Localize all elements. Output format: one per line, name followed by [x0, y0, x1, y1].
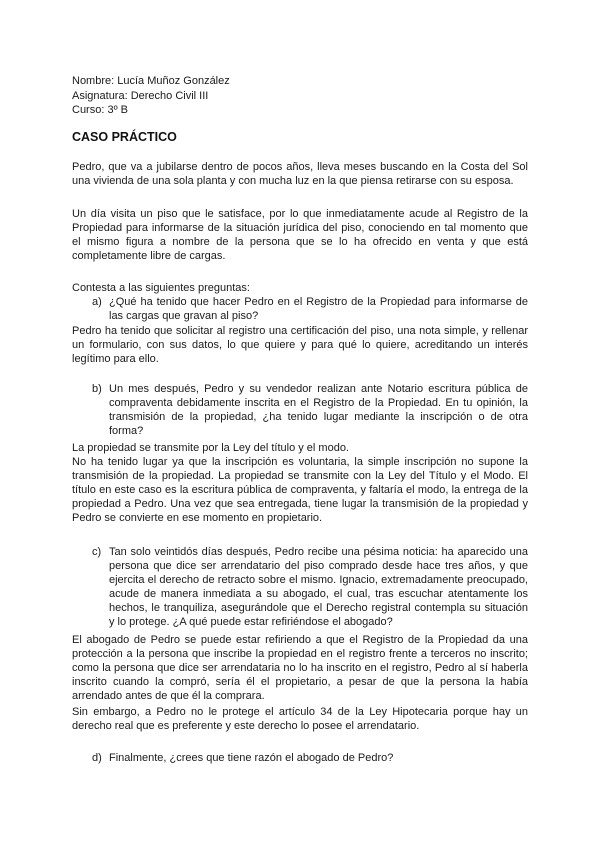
question-c-text: Tan solo veintidós días después, Pedro recibe una pésima noticia: ha aparecido una persona que dice ser arrendatario del piso comprado desde hace tres años, y que ejercita el derecho de retracto sobre el mismo. Ignacio, extremadamente preocupado, acude de manera inmediata a su abogado, el cual, tras escuchar atentamente los hechos, le tranquiliza, asegurándole que el Derecho registral contempla su situación y lo protege. ¿A qué puede estar refiriéndose el abogado? [109, 546, 528, 628]
question-b-letter: b) [92, 383, 102, 395]
question-c-letter: c) [92, 546, 102, 558]
answer-b-line-1: La propiedad se transmite por la Ley del título y el modo. [72, 442, 349, 454]
question-d [92, 751, 528, 765]
question-a [92, 295, 528, 323]
questions-prompt: Contesta a las siguientes preguntas: [72, 282, 250, 294]
answer-a: Pedro ha tenido que solicitar al registro una certificación del piso, una nota simple, y rellenar un formulario, con sus datos, lo que quiere y para qué lo quiere, acreditando un interés legítimo para ello. [72, 325, 528, 365]
answer-b-paragraph: No ha tenido lugar ya que la inscripción es voluntaria, la simple inscripción no supone la transmisión de la propiedad. La propiedad se transmite con la Ley del Título y el Modo. El título en este caso es la escritura pública de compraventa, y faltaría el modo, la entrega de la propiedad a Pedro. Una vez que sea entregada, tiene lugar la transmisión de la propiedad y Pedro se convierte en ese momento en propietario. [72, 456, 528, 524]
student-header [72, 74, 532, 118]
course-line: Curso: 3º B [72, 104, 128, 116]
question-b [92, 382, 528, 438]
question-b-text: Un mes después, Pedro y su vendedor realizan ante Notario escritura pública de compraventa debidamente inscrita en el Registro de la Propiedad. En tu opinión, la transmisión de la propiedad, ¿ha tenido lugar mediante la inscripción o de otra forma? [109, 383, 528, 437]
intro-paragraph-1: Pedro, que va a jubilarse dentro de pocos años, lleva meses buscando en la Costa del Sol una vivienda de una sola planta y con mucha luz en la que piensa retirarse con su esposa. [72, 161, 528, 187]
student-name: Nombre: Lucía Muñoz González [72, 75, 230, 87]
question-a-letter: a) [92, 296, 102, 308]
question-c [92, 545, 528, 629]
answer-c-paragraph-2: Sin embargo, a Pedro no le protege el artículo 34 de la Ley Hipotecaria porque hay un derecho real que es preferente y este derecho lo posee el arrendatario. [72, 706, 528, 732]
question-d-text: Finalmente, ¿crees que tiene razón el abogado de Pedro? [109, 752, 394, 764]
answer-c-paragraph-1: El abogado de Pedro se puede estar refiriendo a que el Registro de la Propiedad da una protección a la persona que inscribe la propiedad en el registro frente a terceros no inscrito; como la persona que dice ser arrendataria no lo ha inscrito en el registro, Pedro al sí haberla inscrito cuando la compró, sería él el propietario, a pesar de que la persona la había arrendado antes de que él la comprara. [72, 634, 528, 702]
document-title: CASO PRÁCTICO [72, 130, 177, 144]
subject-line: Asignatura: Derecho Civil III [72, 89, 209, 102]
intro-paragraph-2: Un día visita un piso que le satisface, por lo que inmediatamente acude al Registro de la Propiedad para informarse de la situación jurídica del piso, conociendo en tal momento que el mismo figura a nombre de la persona que se lo ha ofrecido en venta y que está completamente libre de cargas. [72, 208, 528, 262]
question-a-text: ¿Qué ha tenido que hacer Pedro en el Registro de la Propiedad para informarse de las cargas que gravan al piso? [109, 296, 528, 322]
question-d-letter: d) [92, 752, 102, 764]
